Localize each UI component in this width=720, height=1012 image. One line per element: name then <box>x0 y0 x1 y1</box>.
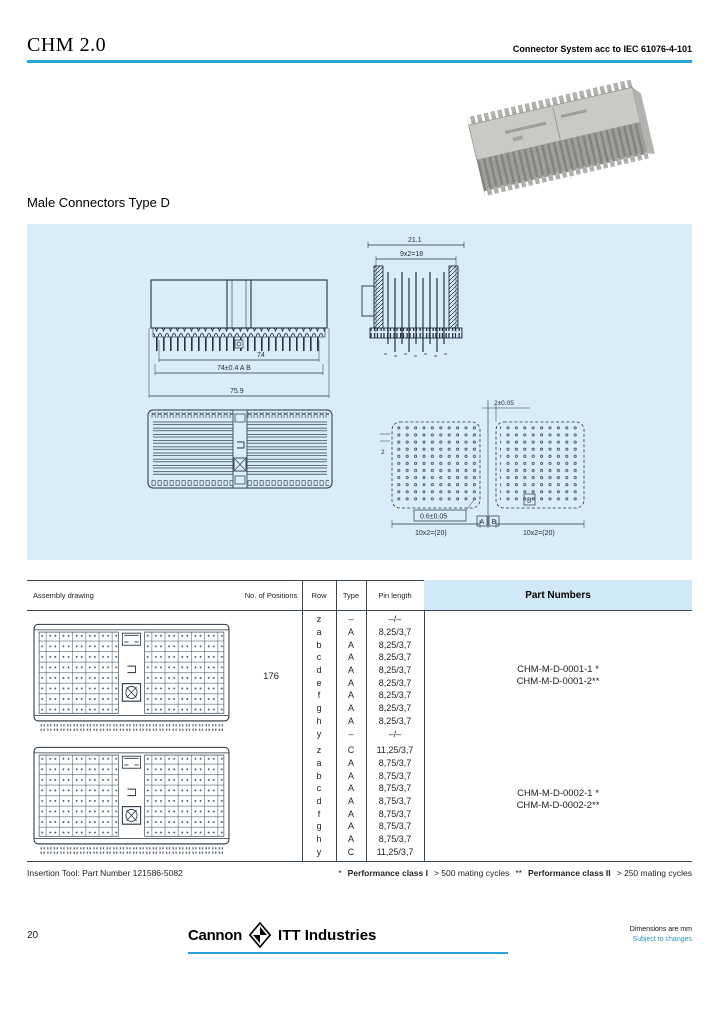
dim-label: 75.9 <box>230 388 244 395</box>
type-value: A <box>347 652 354 663</box>
dim-label: 74 <box>257 352 265 359</box>
type-value: A <box>347 808 354 819</box>
table-row <box>302 638 424 651</box>
assembly-drawing-1 <box>33 620 231 733</box>
row-label: a <box>316 758 322 769</box>
row-label: d <box>316 665 322 676</box>
dim-label: 0.6±0.05 <box>420 513 448 521</box>
positions-value: 176 <box>263 671 279 682</box>
type-value: A <box>347 639 354 650</box>
type-value: – <box>348 728 354 739</box>
type-value: – <box>348 614 354 625</box>
row-label: g <box>316 703 322 714</box>
type-value: A <box>347 834 354 845</box>
footer-note <box>630 925 692 945</box>
pin-length-value: 8,75/3,7 <box>378 783 412 794</box>
type-value: A <box>347 677 354 688</box>
row-label: h <box>316 834 322 845</box>
row-label: a <box>316 627 322 638</box>
datum-label: B <box>527 497 532 505</box>
row-label: z <box>316 745 322 756</box>
col-header-positions: No. of Positions <box>244 590 298 600</box>
footer-note-line1: Dimensions are mm <box>629 926 692 933</box>
datum-label: B <box>491 519 497 526</box>
table-row <box>302 757 424 770</box>
datum-label: A <box>479 519 485 526</box>
row-label: e <box>316 677 322 688</box>
section-title: Male Connectors Type D <box>27 195 170 210</box>
pin-length-value: –/– <box>388 728 402 739</box>
pin-length-value: 8,75/3,7 <box>378 808 412 819</box>
dim-label: 21.1 <box>408 237 422 244</box>
table-row <box>302 676 424 689</box>
table-row <box>302 626 424 639</box>
type-value: A <box>347 690 354 701</box>
row-label: f <box>317 808 321 819</box>
part-number: CHM-M-D-0002-1 * <box>517 788 599 799</box>
col-header-row: Row <box>311 590 327 600</box>
drawing-panel <box>27 224 692 560</box>
drawing-side-view <box>360 234 472 362</box>
brand-cannon-text: Cannon <box>188 926 243 944</box>
type-value: C <box>347 846 355 857</box>
type-value: A <box>347 783 354 794</box>
table-row <box>302 769 424 782</box>
pin-length-value: 8,75/3,7 <box>378 796 412 807</box>
table-row <box>302 807 424 820</box>
table-row <box>302 744 424 757</box>
dim-label: 10x2=(20) <box>415 530 447 537</box>
row-group-2 <box>302 744 424 858</box>
table-row <box>302 820 424 833</box>
table-row <box>302 664 424 677</box>
page-number: 20 <box>27 930 39 941</box>
doc-title: CHM 2.0 <box>27 34 107 56</box>
pin-length-value: 8,25/3,7 <box>378 690 412 701</box>
type-value: A <box>347 627 354 638</box>
brand-logo <box>188 921 376 949</box>
table-row <box>302 702 424 715</box>
table-row <box>302 689 424 702</box>
table-row <box>302 782 424 795</box>
part-number: CHM-M-D-0002-2** <box>516 800 600 811</box>
insertion-tool-note: Insertion Tool: Part Number 121586-5082 <box>27 868 183 878</box>
pin-length-value: 8,25/3,7 <box>378 639 412 650</box>
dim-label: 2±0.05 <box>494 400 514 407</box>
type-value: A <box>347 665 354 676</box>
col-header-pin-length: Pin length <box>378 590 412 600</box>
pin-length-value: 8,75/3,7 <box>378 758 412 769</box>
row-label: c <box>316 783 322 794</box>
row-label: g <box>316 821 322 832</box>
doc-subtitle: Connector System acc to IEC 61076-4-101 <box>512 44 692 54</box>
pin-length-value: 8,25/3,7 <box>378 665 412 676</box>
footnote-label-2: Performance class II <box>527 868 611 878</box>
pin-length-value: 11,25/3,7 <box>376 745 414 756</box>
row-label: c <box>316 652 322 663</box>
row-label: b <box>316 770 322 781</box>
dim-label: 2 <box>381 449 385 456</box>
table-row <box>302 727 424 740</box>
row-label: h <box>316 715 322 726</box>
type-value: A <box>347 758 354 769</box>
pin-length-value: 8,75/3,7 <box>378 770 412 781</box>
col-header-part-numbers: Part Numbers <box>424 580 692 610</box>
footnote-text-2: > 250 mating cycles <box>616 868 692 878</box>
row-label: y <box>316 846 322 857</box>
part-numbers-group-2 <box>424 788 692 812</box>
dim-label: 10x2=(20) <box>523 530 555 537</box>
pin-length-value: 8,25/3,7 <box>378 703 412 714</box>
assembly-drawing-2 <box>33 743 231 856</box>
drawing-front-view <box>139 270 339 408</box>
row-label: z <box>316 614 322 625</box>
pin-length-value: 11,25/3,7 <box>376 846 414 857</box>
type-value: A <box>347 715 354 726</box>
row-label: b <box>316 639 322 650</box>
row-label: d <box>316 796 322 807</box>
brand-itt-text: ITT Industries <box>278 926 377 944</box>
product-photo <box>448 80 662 198</box>
table-row <box>302 651 424 664</box>
pin-length-value: 8,25/3,7 <box>378 715 412 726</box>
type-value: A <box>347 770 354 781</box>
footnote-star-1: * <box>338 868 342 878</box>
table-divider <box>424 580 425 861</box>
pin-length-value: 8,75/3,7 <box>378 821 412 832</box>
part-number: CHM-M-D-0001-1 * <box>517 664 599 675</box>
drawing-hole-pattern <box>378 396 598 538</box>
table-bottom-border <box>27 861 692 862</box>
dim-label: 74±0.4 A B <box>217 365 251 372</box>
row-group-1 <box>302 613 424 740</box>
pin-length-value: 8,25/3,7 <box>378 652 412 663</box>
footnote-text-1: > 500 mating cycles <box>433 868 510 878</box>
footer-rule <box>188 952 508 954</box>
col-header-assembly: Assembly drawing <box>33 590 94 600</box>
col-header-type: Type <box>342 590 360 600</box>
drawing-top-view <box>145 402 335 504</box>
type-value: A <box>347 821 354 832</box>
row-label: y <box>316 728 322 739</box>
table-header-border <box>27 610 692 611</box>
table-row <box>302 795 424 808</box>
footer-note-line2: Subject to changes <box>632 936 692 943</box>
table-row <box>302 833 424 846</box>
footnote-star-2: ** <box>515 868 522 878</box>
pin-length-value: –/– <box>388 614 402 625</box>
table-row <box>302 846 424 859</box>
row-label: f <box>317 690 321 701</box>
type-value: A <box>347 703 354 714</box>
pin-length-value: 8,25/3,7 <box>378 677 412 688</box>
dim-label: 9x2=18 <box>400 251 424 258</box>
header-rule <box>27 60 692 63</box>
type-value: A <box>347 796 354 807</box>
performance-footnotes <box>338 868 692 878</box>
pin-length-value: 8,25/3,7 <box>378 627 412 638</box>
footnote-label-1: Performance class I <box>347 868 428 878</box>
itt-diamond-logo-icon <box>248 921 272 949</box>
table-row <box>302 715 424 728</box>
part-number: CHM-M-D-0001-2** <box>516 676 600 687</box>
table-row <box>302 613 424 626</box>
type-value: C <box>347 745 355 756</box>
part-numbers-group-1 <box>424 664 692 688</box>
pin-length-value: 8,75/3,7 <box>378 834 412 845</box>
